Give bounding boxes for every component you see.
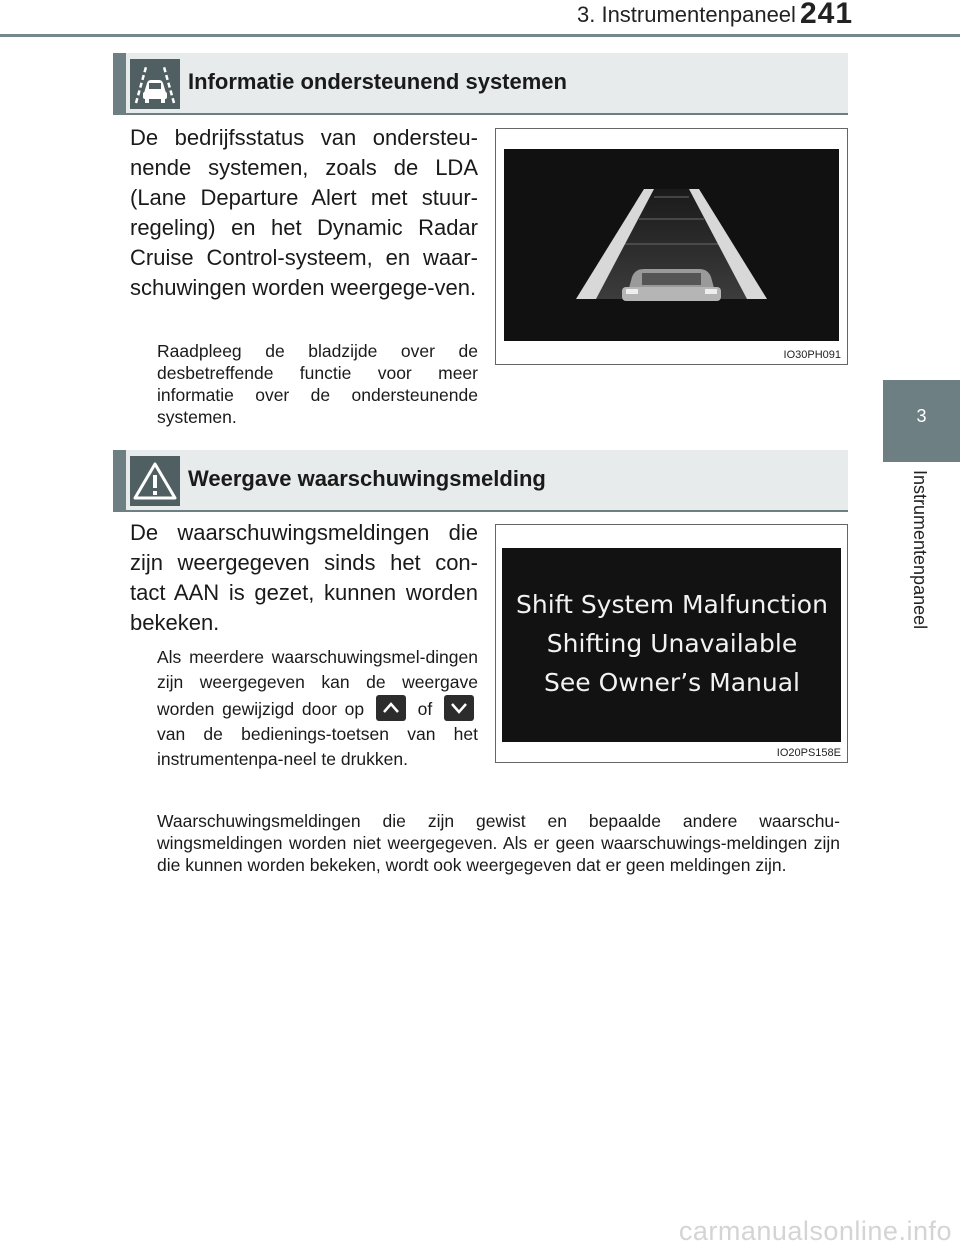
figure-caption: IO20PS158E	[776, 747, 841, 759]
warning-display-screen	[502, 548, 841, 742]
display-message-line: See Owner’s Manual	[544, 668, 800, 697]
page-number: 241	[800, 0, 854, 30]
section-title: Informatie ondersteunend systemen	[188, 69, 567, 94]
section-bar-warning-messages	[113, 450, 848, 512]
warning-triangle-icon	[130, 456, 180, 506]
figure-caption: IO30PH091	[783, 349, 841, 361]
header-rule	[0, 34, 960, 37]
section-wide-text: Waarschuwingsmeldingen die zijn gewist en bepaalde andere waarschu-wingsmeldingen worden niet weergegeven. Als er geen waarschuwings-meldingen zijn die kunnen worden bekeken, wordt ook weergegeven dat er geen meldingen zijn.	[157, 811, 840, 875]
running-header-chapter: 3. Instrumentenpaneel	[577, 2, 796, 27]
display-message-line: Shift System Malfunction	[516, 590, 828, 619]
section-body-text: De bedrijfsstatus van ondersteu-nende systemen, zoals de LDA (Lane Departure Alert met stuur-regeling) en het Dynamic Radar Cruise Control-systeem, en waar-schuwingen worden weergege-ven.	[130, 125, 478, 300]
chapter-side-tab	[883, 380, 960, 462]
note-text-part: of	[417, 699, 433, 719]
down-button-icon	[444, 695, 474, 721]
display-message-line: Shifting Unavailable	[546, 629, 798, 658]
up-button-icon	[376, 695, 406, 721]
chapter-side-label: Instrumentenpaneel	[910, 470, 930, 630]
section-note-text: Raadpleeg de bladzijde over de desbetreffende functie voor meer informatie over de ondersteunende systemen.	[157, 341, 478, 427]
section-bar-support-systems	[113, 53, 848, 115]
section-title: Weergave waarschuwingsmelding	[188, 466, 546, 491]
note-text-part: van de bedienings-toetsen van het instrumentenpa-neel te drukken.	[157, 724, 478, 769]
lane-display-screen	[504, 149, 839, 341]
section-note-text	[157, 645, 478, 772]
figure-warning-display	[495, 524, 848, 763]
driving-assist-icon	[130, 59, 180, 109]
chapter-side-label-wrap	[883, 470, 960, 660]
figure-lane-display	[495, 128, 848, 365]
watermark: carmanualsonline.info	[678, 1216, 952, 1246]
section-body-text: De waarschuwingsmeldingen die zijn weergegeven sinds het con-tact AAN is gezet, kunnen worden bekeken.	[130, 520, 478, 635]
chapter-number: 3	[916, 406, 927, 426]
note-text-part: Als meerdere waarschuwingsmel-dingen zijn weergegeven kan de weergave worden gewijzigd door op	[157, 647, 478, 719]
